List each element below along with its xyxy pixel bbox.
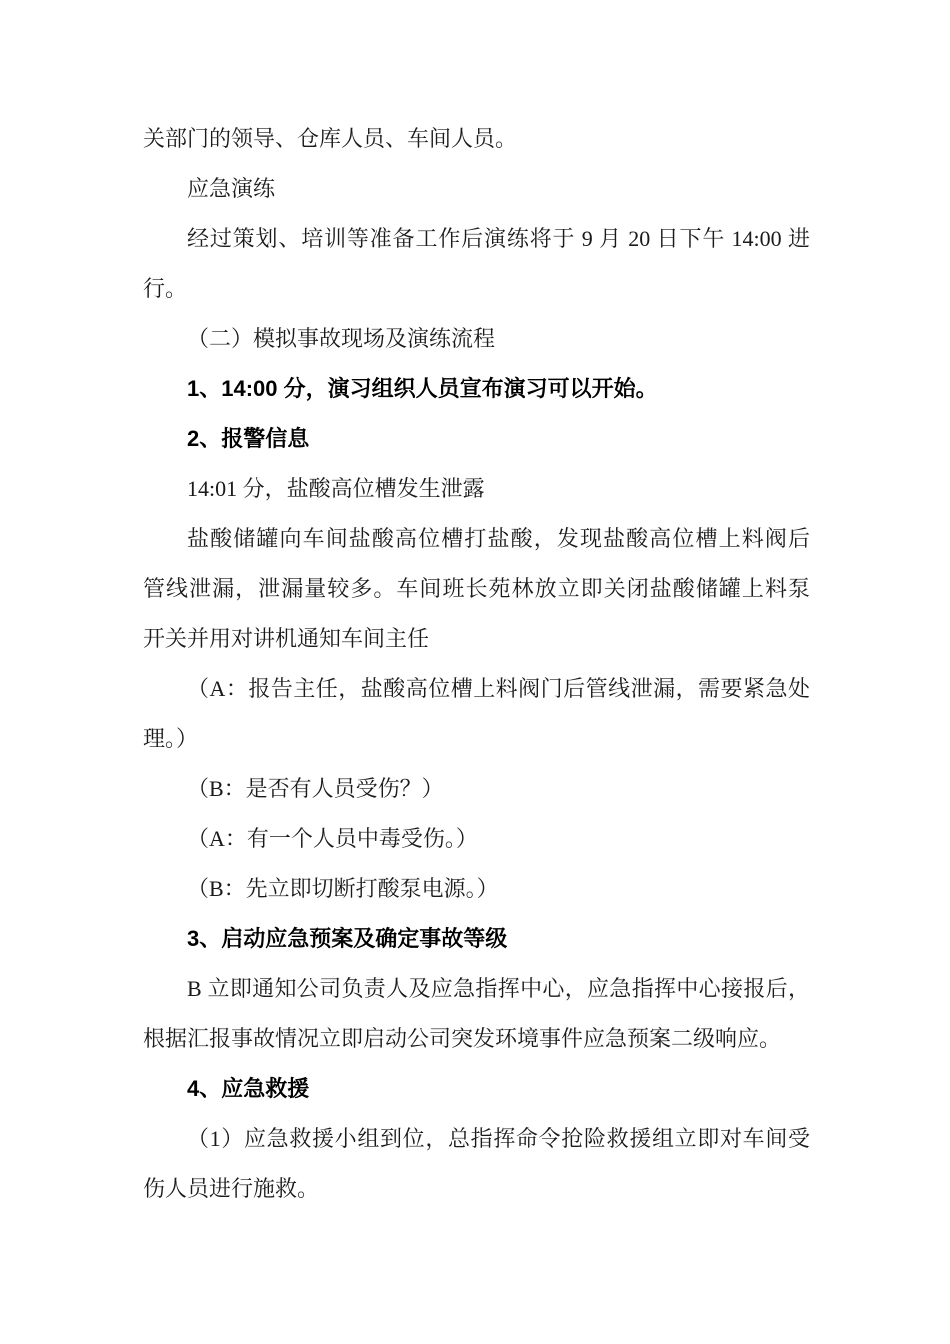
body-paragraph: [143, 814, 810, 864]
text-line: 2、报警信息: [187, 426, 310, 451]
text-line: 经过策划、培训等准备工作后演练将于 9 月 20 日下午 14:00 进: [187, 226, 810, 251]
text-line: 管线泄漏，泄漏量较多。车间班长苑林放立即关闭盐酸储罐上料泵: [143, 576, 810, 601]
text-line: 盐酸储罐向车间盐酸高位槽打盐酸，发现盐酸高位槽上料阀后: [187, 526, 810, 551]
heading-paragraph: [143, 364, 810, 414]
body-paragraph: [143, 664, 810, 764]
text-line: B 立即通知公司负责人及应急指挥中心，应急指挥中心接报后，: [187, 976, 810, 1001]
body-paragraph: [143, 464, 810, 514]
body-paragraph: [143, 764, 810, 814]
body-paragraph: [143, 164, 810, 214]
heading-paragraph: [143, 1064, 810, 1114]
heading-paragraph: [143, 414, 810, 464]
text-line: （二）模拟事故现场及演练流程: [187, 326, 496, 351]
text-line: 3、启动应急预案及确定事故等级: [187, 926, 508, 951]
text-line: 14:01 分，盐酸高位槽发生泄露: [187, 476, 485, 501]
text-line: 1、14:00 分，演习组织人员宣布演习可以开始。: [187, 376, 658, 401]
body-paragraph: [143, 214, 810, 314]
text-line: （A：有一个人员中毒受伤。）: [187, 826, 478, 851]
body-paragraph: [143, 864, 810, 914]
heading-paragraph: [143, 914, 810, 964]
text-line: 根据汇报事故情况立即启动公司突发环境事件应急预案二级响应。: [143, 1026, 782, 1051]
body-paragraph: [143, 964, 810, 1064]
body-paragraph: [143, 314, 810, 364]
text-line: 关部门的领导、仓库人员、车间人员。: [143, 126, 518, 151]
text-line: （A：报告主任，盐酸高位槽上料阀门后管线泄漏，需要紧急处: [187, 676, 810, 701]
text-line: 4、应急救援: [187, 1076, 310, 1101]
text-line: （B：是否有人员受伤？）: [187, 776, 444, 801]
body-paragraph: [143, 1114, 810, 1214]
body-paragraph: [143, 514, 810, 664]
body-paragraph: [143, 114, 810, 164]
text-line: 开关并用对讲机通知车间主任: [143, 626, 430, 651]
text-line: 应急演练: [187, 176, 276, 201]
text-line: 理。）: [143, 726, 199, 751]
text-line: （B：先立即切断打酸泵电源。）: [187, 876, 499, 901]
text-line: （1）应急救援小组到位，总指挥命令抢险救援组立即对车间受: [187, 1126, 810, 1151]
document-body: [143, 114, 810, 1214]
text-line: 行。: [143, 276, 188, 301]
text-line: 伤人员进行施救。: [143, 1176, 320, 1201]
